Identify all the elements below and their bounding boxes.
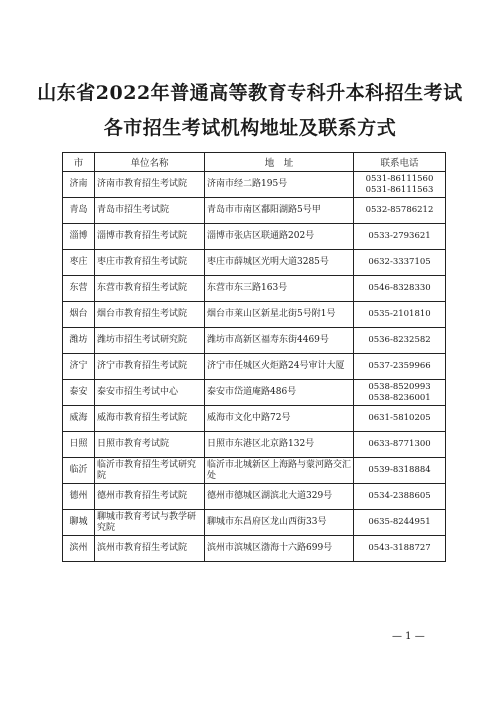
phone-cell: 0631-5810205 [354, 406, 446, 432]
unit-cell: 青岛市招生考试院 [95, 198, 205, 224]
table-row [63, 510, 446, 536]
address-cell: 聊城市东昌府区龙山西街33号 [205, 510, 354, 536]
document-subtitle: 各市招生考试机构地址及联系方式 [103, 117, 397, 139]
phone-cell: 0632-3337105 [354, 250, 446, 276]
city-cell: 日照 [63, 432, 95, 458]
address-cell: 德州市德城区湖滨北大道329号 [205, 484, 354, 510]
table-row [63, 172, 446, 198]
table-row [63, 328, 446, 354]
unit-cell: 淄博市教育招生考试院 [95, 224, 205, 250]
header-phone: 联系电话 [354, 153, 446, 172]
unit-cell: 潍坊市招生考试研究院 [95, 328, 205, 354]
table-header-row [63, 153, 446, 172]
table-row [63, 536, 446, 562]
unit-cell: 威海市教育招生考试院 [95, 406, 205, 432]
city-cell: 聊城 [63, 510, 95, 536]
city-cell: 临沂 [63, 458, 95, 484]
address-cell: 济南市经二路195号 [205, 172, 354, 198]
city-cell: 青岛 [63, 198, 95, 224]
unit-cell: 日照市教育考试院 [95, 432, 205, 458]
unit-cell: 泰安市招生考试中心 [95, 380, 205, 406]
phone-cell: 0633-8771300 [354, 432, 446, 458]
table-row [63, 406, 446, 432]
table-row [63, 484, 446, 510]
city-cell: 枣庄 [63, 250, 95, 276]
city-cell: 淄博 [63, 224, 95, 250]
address-cell: 泰安市岱道庵路486号 [205, 380, 354, 406]
phone-cell: 0537-2359966 [354, 354, 446, 380]
address-cell: 济宁市任城区火炬路24号审计大厦 [205, 354, 354, 380]
table-row [63, 458, 446, 484]
phone-cell: 0536-8232582 [354, 328, 446, 354]
table-row [63, 250, 446, 276]
address-cell: 潍坊市高新区福寿东街4469号 [205, 328, 354, 354]
table-row [63, 380, 446, 406]
phone-cell: 0543-3188727 [354, 536, 446, 562]
phone-cell: 0531-86111560 0531-86111563 [354, 172, 446, 198]
page-number: — 1 — [392, 631, 425, 642]
table-row [63, 432, 446, 458]
address-cell: 东营市东三路163号 [205, 276, 354, 302]
unit-cell: 枣庄市教育招生考试院 [95, 250, 205, 276]
address-cell: 烟台市莱山区新星北街5号附1号 [205, 302, 354, 328]
address-cell: 淄博市张店区联通路202号 [205, 224, 354, 250]
address-cell: 临沂市北城新区上海路与蒙河路交汇处 [205, 458, 354, 484]
city-cell: 威海 [63, 406, 95, 432]
phone-cell: 0538-8520993 0538-8236001 [354, 380, 446, 406]
table-row [63, 276, 446, 302]
phone-cell: 0533-2793621 [354, 224, 446, 250]
unit-cell: 滨州市教育招生考试院 [95, 536, 205, 562]
table-row [63, 354, 446, 380]
header-unit: 单位名称 [95, 153, 205, 172]
table-row [63, 224, 446, 250]
city-cell: 泰安 [63, 380, 95, 406]
city-cell: 烟台 [63, 302, 95, 328]
table-row [63, 198, 446, 224]
address-cell: 威海市文化中路72号 [205, 406, 354, 432]
city-cell: 东营 [63, 276, 95, 302]
address-cell: 日照市东港区北京路132号 [205, 432, 354, 458]
city-cell: 潍坊 [63, 328, 95, 354]
unit-cell: 济宁市教育招生考试院 [95, 354, 205, 380]
phone-cell: 0534-2388605 [354, 484, 446, 510]
phone-cell: 0635-8244951 [354, 510, 446, 536]
unit-cell: 济南市教育招生考试院 [95, 172, 205, 198]
document-title: 山东省2022年普通高等教育专科升本科招生考试 [37, 82, 463, 104]
address-cell: 青岛市市南区鄱阳湖路5号甲 [205, 198, 354, 224]
city-cell: 德州 [63, 484, 95, 510]
address-cell: 滨州市滨城区渤海十六路699号 [205, 536, 354, 562]
unit-cell: 德州市教育招生考试院 [95, 484, 205, 510]
phone-cell: 0546-8328330 [354, 276, 446, 302]
city-cell: 滨州 [63, 536, 95, 562]
header-city: 市 [63, 153, 95, 172]
phone-cell: 0539-8318884 [354, 458, 446, 484]
unit-cell: 聊城市教育考试与教学研究院 [95, 510, 205, 536]
city-cell: 济南 [63, 172, 95, 198]
phone-cell: 0535-2101810 [354, 302, 446, 328]
unit-cell: 临沂市教育招生考试研究院 [95, 458, 205, 484]
city-cell: 济宁 [63, 354, 95, 380]
address-cell: 枣庄市薛城区光明大道3285号 [205, 250, 354, 276]
unit-cell: 烟台市教育招生考试院 [95, 302, 205, 328]
phone-cell: 0532-85786212 [354, 198, 446, 224]
contact-table [62, 152, 446, 562]
unit-cell: 东营市教育招生考试院 [95, 276, 205, 302]
header-address: 地 址 [205, 153, 354, 172]
table-row [63, 302, 446, 328]
